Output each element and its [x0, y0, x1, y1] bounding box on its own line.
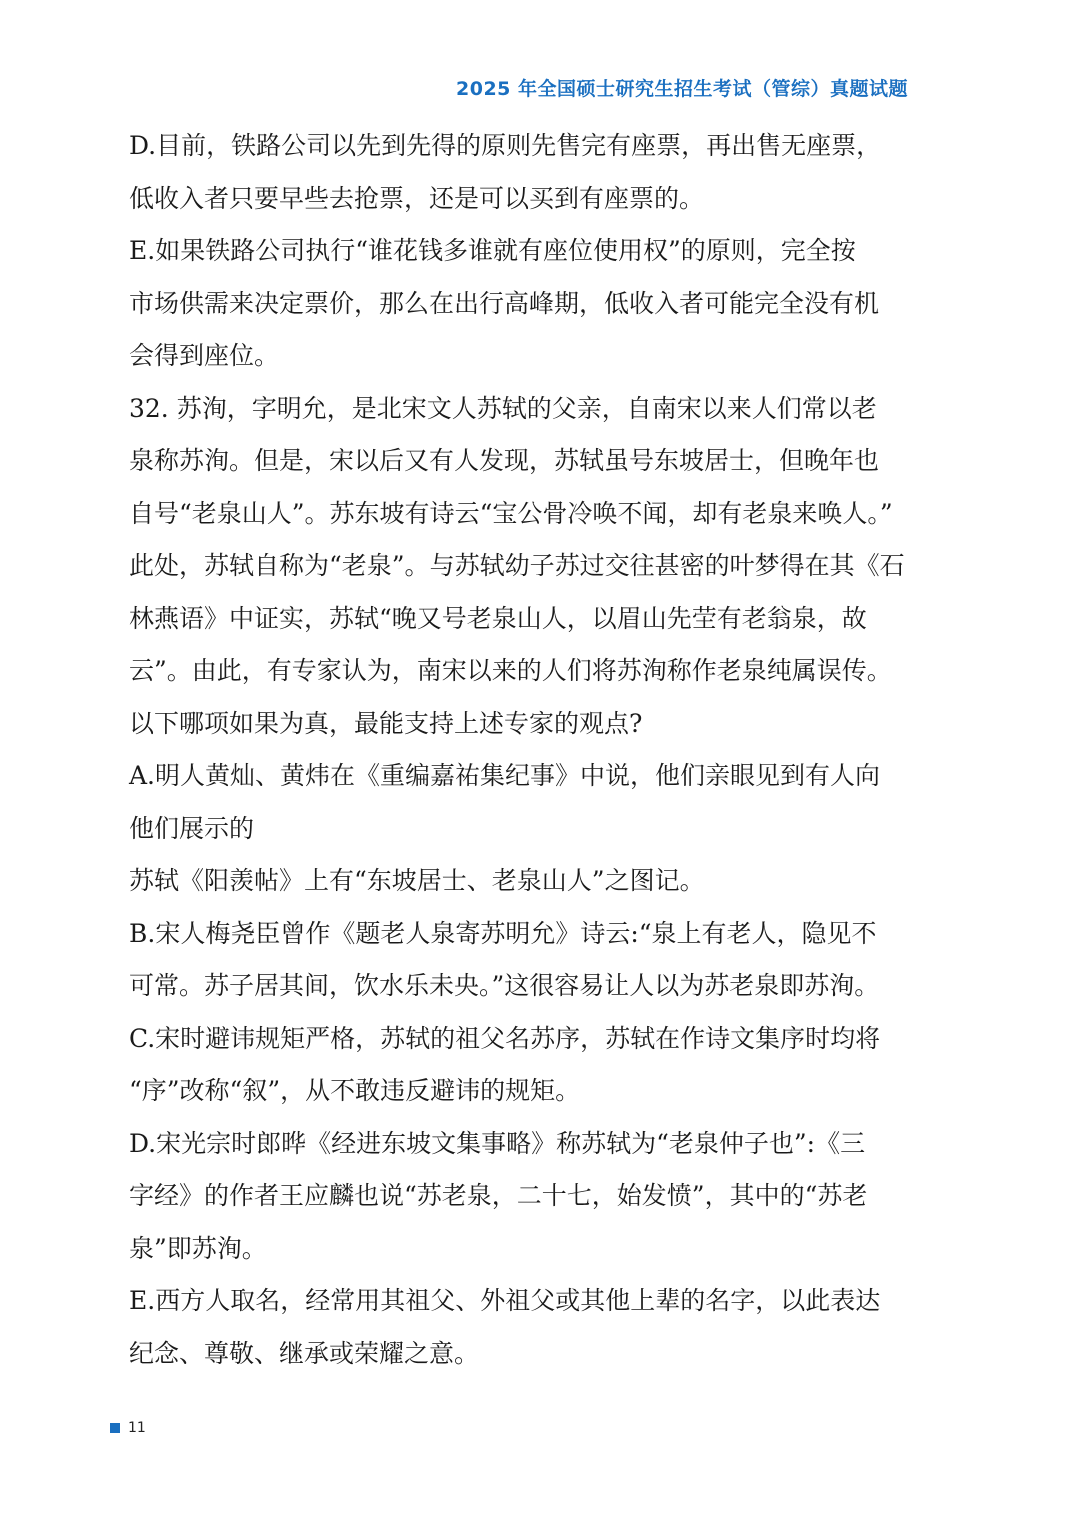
footer-square-icon: [110, 1423, 120, 1433]
text-line: 32. 苏洵，字明允，是北宋文人苏轼的父亲，自南宋以来人们常以老: [129, 393, 877, 423]
text-line: D.目前，铁路公司以先到先得的原则先售完有座票，再出售无座票，: [129, 131, 882, 160]
page-number: 11: [128, 1420, 146, 1436]
text-line: 泉”即苏洵。: [129, 1233, 267, 1263]
text-line: 可常。苏子居其间，饮水乐未央。”这很容易让人以为苏老泉即苏洵。: [129, 971, 880, 1000]
text-line: 字经》的作者王应麟也说“苏老泉，二十七，始发愤”，其中的“苏老: [129, 1181, 868, 1210]
text-line: 以下哪项如果为真，最能支持上述专家的观点?: [129, 708, 643, 738]
text-line: 自号“老泉山人”。苏东坡有诗云“宝公骨冷唤不闻，却有老泉来唤人。”: [129, 498, 893, 528]
text-line: B.宋人梅尧臣曾作《题老人泉寄苏明允》诗云:“泉上有老人，隐见不: [129, 918, 877, 948]
text-line: 他们展示的: [129, 813, 255, 843]
text-line: 市场供需来决定票价，那么在出行高峰期，低收入者可能完全没有机: [129, 288, 880, 318]
text-line: E.西方人取名，经常用其祖父、外祖父或其他上辈的名字，以此表达: [129, 1286, 881, 1315]
text-line: C.宋时避讳规矩严格，苏轼的祖父名苏序，苏轼在作诗文集序时均将: [129, 1023, 881, 1053]
text-line: 苏轼《阳羡帖》上有“东坡居士、老泉山人”之图记。: [129, 866, 705, 895]
text-line: 会得到座位。: [129, 341, 280, 370]
text-line: 泉称苏洵。但是，宋以后又有人发现，苏轼虽号东坡居士，但晚年也: [129, 446, 880, 475]
text-line: E.如果铁路公司执行“谁花钱多谁就有座位使用权”的原则，完全按: [129, 236, 856, 265]
text-line: “序”改称“叙”，从不敢违反避讳的规矩。: [129, 1076, 581, 1105]
text-line: 此处，苏轼自称为“老泉”。与苏轼幼子苏过交往甚密的叶梦得在其《石: [129, 551, 905, 580]
text-line: 林燕语》中证实，苏轼“晚又号老泉山人，以眉山先茔有老翁泉，故: [129, 603, 867, 633]
text-line: 低收入者只要早些去抢票，还是可以买到有座票的。: [129, 183, 705, 213]
page-footer: [110, 1420, 146, 1436]
text-line: D.宋光宗时郎晔《经进东坡文集事略》称苏轼为“老泉仲子也”:《三: [129, 1128, 866, 1158]
header-title: 2025 年全国硕士研究生招生考试（管综）真题试题: [456, 78, 908, 100]
text-line: 纪念、尊敬、继承或荣耀之意。: [129, 1338, 480, 1368]
question-text-body: [129, 120, 954, 1380]
text-line: 云”。由此，有专家认为，南宋以来的人们将苏洵称作老泉纯属误传。: [129, 656, 892, 685]
text-line: A.明人黄灿、黄炜在《重编嘉祐集纪事》中说，他们亲眼见到有人向: [129, 761, 881, 790]
